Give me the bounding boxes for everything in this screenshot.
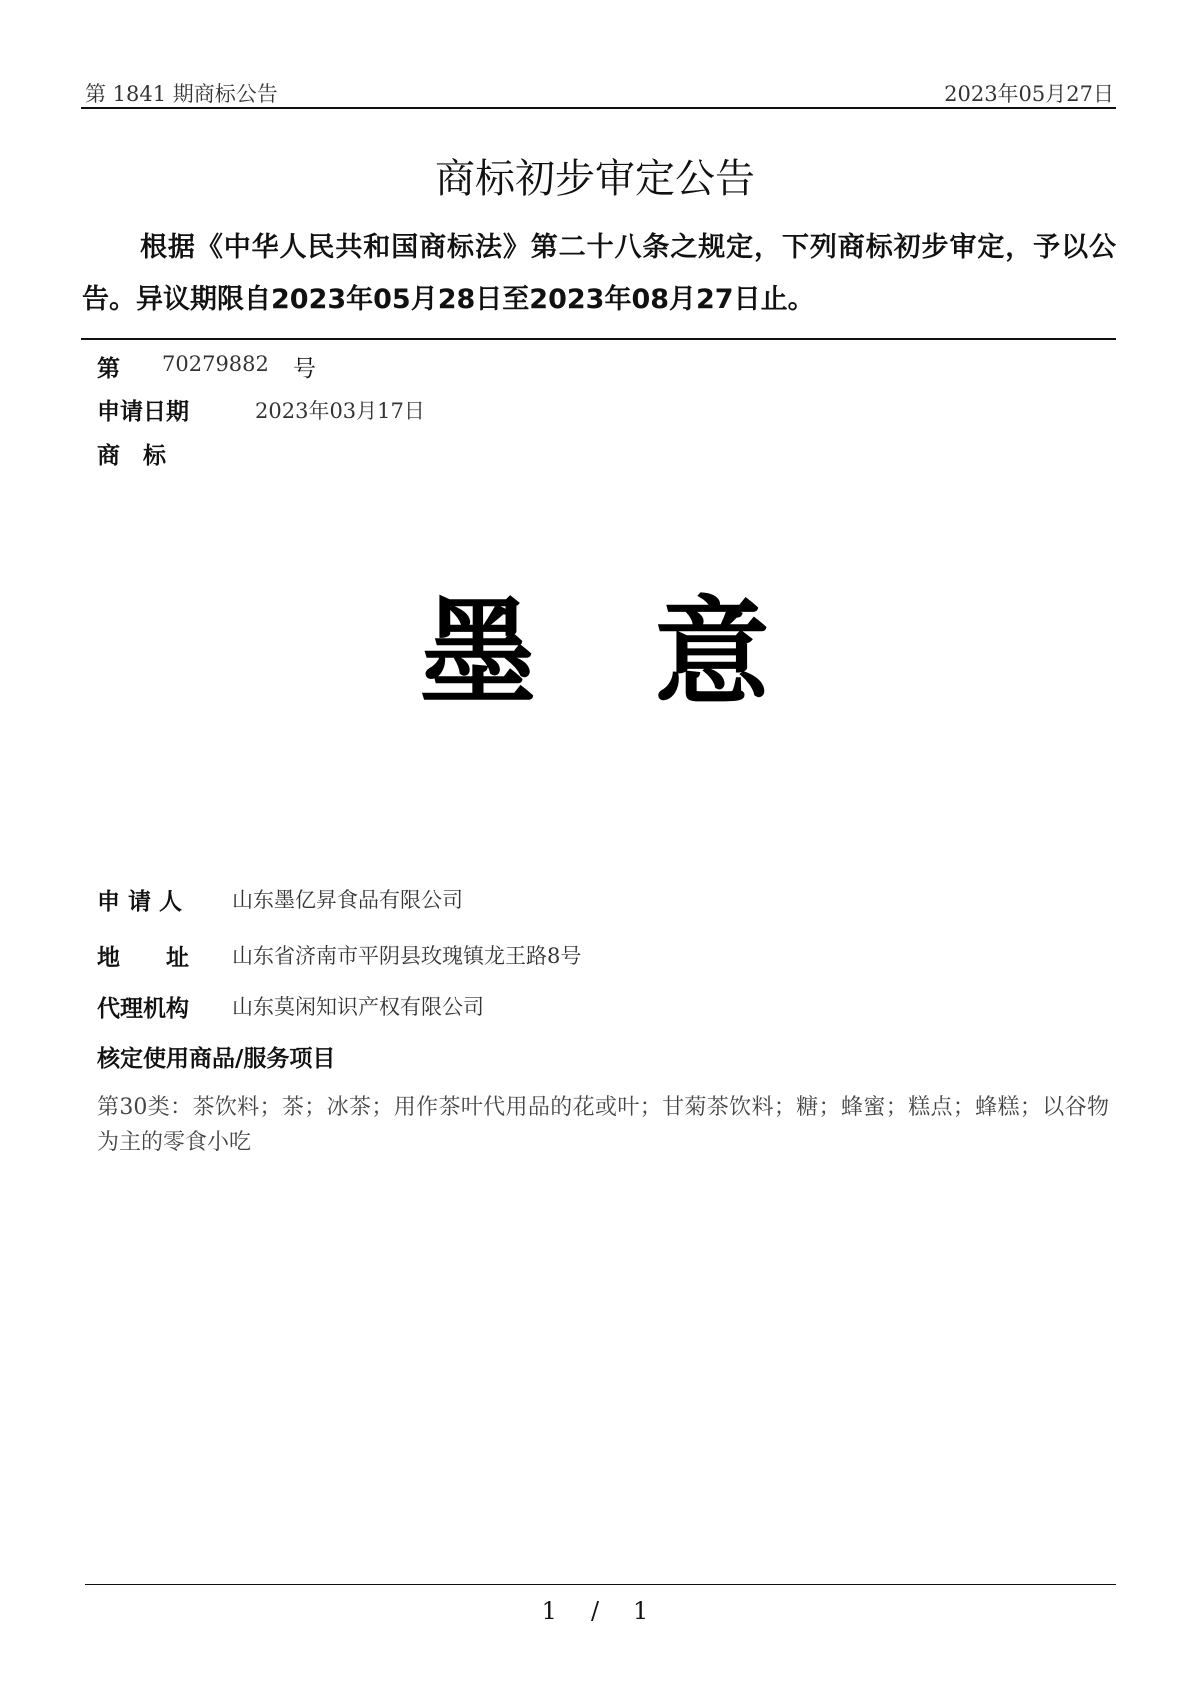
address-label: 地 址 — [97, 945, 189, 971]
mark-character-1: 墨 — [420, 585, 536, 721]
registration-number: 70279882 — [162, 352, 269, 376]
mark-character-2: 意 — [654, 585, 770, 721]
address: 山东省济南市平阴县玫瑰镇龙王路8号 — [232, 944, 582, 968]
gazette-date: 2023年05月27日 — [944, 82, 1114, 106]
header-rule — [81, 107, 1116, 109]
applicant-label: 申 请 人 — [97, 889, 183, 915]
page-current: 1 — [541, 1597, 557, 1625]
number-suffix: 号 — [293, 356, 316, 382]
page-number — [0, 1597, 1190, 1625]
page-title: 商标初步审定公告 — [435, 156, 755, 202]
goods-list: 第30类：茶饮料；茶；冰茶；用作茶叶代用品的花或叶；甘菊茶饮料；糖；蜂蜜；糕点；蜂糕；以谷物为主的零食小吃 — [97, 1095, 1109, 1155]
goods-label: 核定使用商品/服务项目 — [97, 1046, 336, 1072]
intro-text: 根据《中华人民共和国商标法》第二十八条之规定，下列商标初步审定，予以公告。异议期限自2023年05月28日至2023年08月27日止。 — [82, 232, 1116, 315]
announcement-intro — [82, 222, 1116, 326]
agent-name: 山东莫闲知识产权有限公司 — [232, 995, 484, 1019]
filing-date: 2023年03月17日 — [255, 399, 425, 423]
gazette-issue: 第 1841 期商标公告 — [85, 82, 278, 106]
trademark-mark — [0, 560, 1190, 727]
section-rule — [81, 338, 1116, 340]
agent-label: 代理机构 — [97, 996, 189, 1022]
trademark-label: 商 标 — [97, 443, 166, 469]
page-total: 1 — [633, 1597, 649, 1625]
applicant-name: 山东墨亿昇食品有限公司 — [232, 888, 463, 912]
footer-rule — [85, 1584, 1116, 1585]
filing-date-label: 申请日期 — [97, 399, 189, 425]
number-label: 第 — [97, 356, 120, 382]
page-separator: / — [590, 1597, 600, 1625]
